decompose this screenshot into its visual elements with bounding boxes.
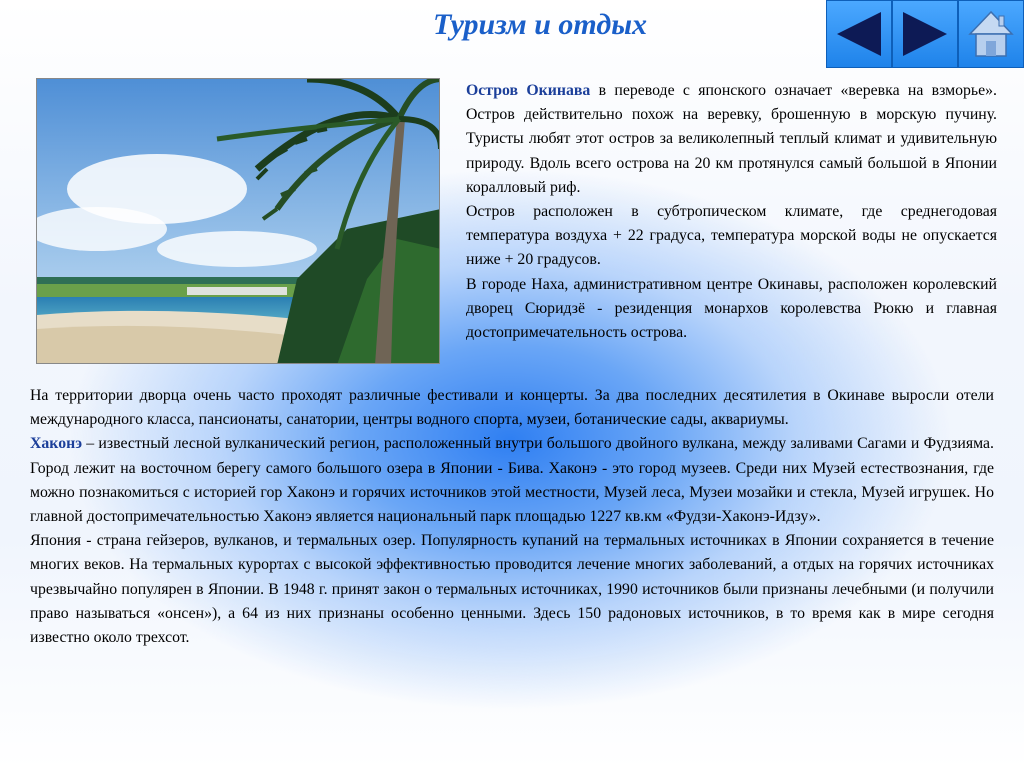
- okinawa-keyword: Остров Окинава: [466, 82, 591, 99]
- arrow-left-icon: [831, 8, 887, 60]
- okinawa-paragraph-2: Остров расположен в субтропическом климате, где среднегодовая температура воздуха + 22 градуса, температура морской воды не опускается ниже + 20 градусов.: [466, 203, 997, 269]
- home-button[interactable]: [958, 0, 1024, 68]
- next-button[interactable]: [892, 0, 958, 68]
- home-icon: [966, 8, 1016, 60]
- prev-button[interactable]: [826, 0, 892, 68]
- page-title: Туризм и отдых: [432, 8, 648, 41]
- hakone-paragraph-text: – известный лесной вулканический регион, расположенный внутри большого двойного вулкана, между заливами Сагами и Фудзияма. Город лежит на восточном берегу самого большого озера в Японии - Бива. Хаконэ - это город музеев. Среди них Музей естествознания, где можно познакомиться с историей гор Хаконэ и горячих источников этой местности, Музей леса, Музеи мозайки и стекла, Музей игрушек. Но главной достопримечательностью Хаконэ является национальный парк площадью 1227 кв.км «Фудзи-Хаконэ-Идзу».: [30, 435, 994, 526]
- okinawa-paragraph-1: [466, 79, 997, 200]
- navigation-bar: [826, 0, 1024, 68]
- okinawa-photo: [36, 78, 440, 364]
- okinawa-paragraph-3: В городе Наха, административном центре Окинавы, расположен королевский дворец Сюридзё - резиденция монархов королевства Рюкю и главная достопримечательность острова.: [466, 275, 997, 342]
- arrow-right-icon: [897, 8, 953, 60]
- okinawa-text-block: [466, 79, 997, 345]
- okinawa-paragraph-1-text: в переводе с японского означает «веревка на взморье». Остров действительно похож на веревку, брошенную в морскую пучину. Туристы любят этот остров за великолепный теплый климат и удивительную природу. Вдоль всего острова на 20 км протянулся самый большой в Японии коралловый риф.: [466, 82, 997, 196]
- hakone-paragraph: [30, 432, 994, 529]
- hakone-keyword: Хаконэ: [30, 435, 83, 453]
- okinawa-paragraph-4: На территории дворца очень часто проходят различные фестивали и концерты. За два последних десятилетия в Окинаве выросли отели международного класса, пансионаты, санатории, центры водного спорта, музеи, ботанические сады, аквариумы.: [30, 387, 994, 429]
- onsen-paragraph: Япония - страна гейзеров, вулканов, и термальных озер. Популярность купаний на термальных источниках в Японии сохраняется в течение многих веков. На термальных курортах с высокой эффективностью проводится лечение многих заболеваний, а отдых на горячих источниках чрезвычайно популярен в Японии. В 1948 г. принят закон о термальных источниках, 1990 источников были признаны лечебными (и получили право называться «онсен»), а 64 из них признаны особенно ценными. Здесь 150 радоновых источников, в то время как в мире сегодня известно около трехсот.: [30, 532, 994, 647]
- main-text-block: [30, 384, 994, 650]
